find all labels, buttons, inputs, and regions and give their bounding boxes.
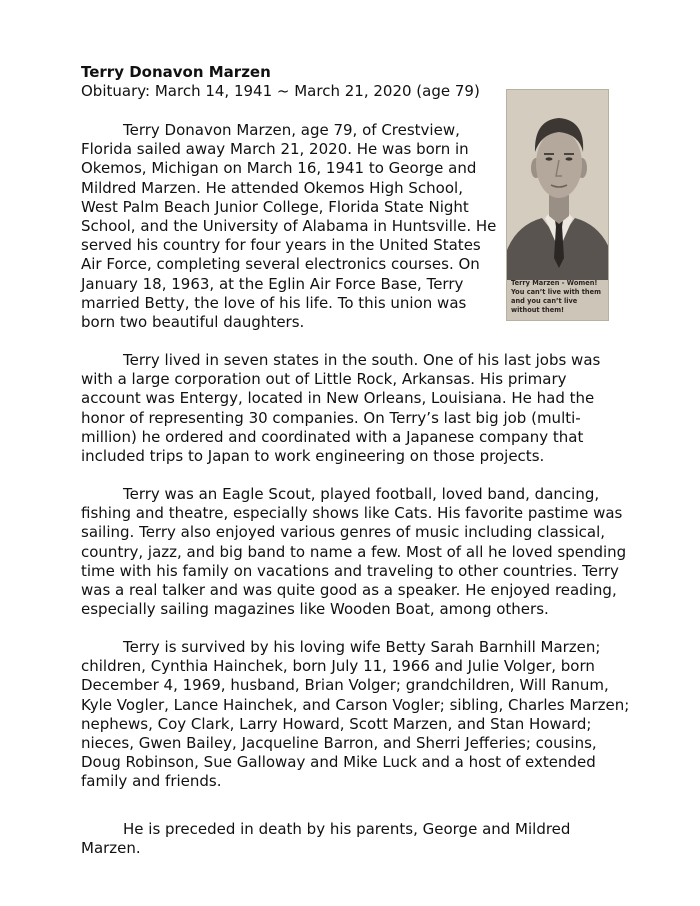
photo-caption: Terry Marzen - Women! You can’t live with them and you can’t live without them! xyxy=(511,279,601,314)
paragraph-survivors: Terry is survived by his loving wife Betty Sarah Barnhill Marzen; children, Cynthia Hainchek, born July 11, 1966 and Julie Volger, born December 4, 1969, husband, Brian Volger; grandchildren, Will Ranum, Kyle Vogler, Lance Hainchek, and Carson Vogler; sibling, Charles Marzen; nephews, Coy Clark, Larry Howard, Scott Marzen, and Stan Howard; nieces, Gwen Bailey, Jacqueline Barron, and Sherri Jefferies; cousins, Doug Robinson, Sue Galloway and Mike Luck and a host of extended family and friends. xyxy=(81,638,630,791)
paragraph-preceded: He is preceded in death by his parents, George and Mildred Marzen. xyxy=(81,820,571,858)
portrait-image xyxy=(507,90,609,280)
obituary-name: Terry Donavon Marzen xyxy=(81,63,271,81)
obituary-dates: Obituary: March 14, 1941 ~ March 21, 2020 (age 79) xyxy=(81,82,480,100)
paragraph-career: Terry lived in seven states in the south. One of his last jobs was with a large corporation out of Little Rock, Arkansas. His primary account was Entergy, located in New Orleans, Louisiana. He had the honor of representing 30 companies. On Terry’s last big job (multi-million) he ordered and coordinated with a Japanese company that included trips to Japan to work engineering on those projects. xyxy=(81,351,601,466)
yearbook-photo xyxy=(506,89,609,321)
paragraph-interests: Terry was an Eagle Scout, played football, loved band, dancing, fishing and theatre, especially shows like Cats. His favorite pastime was sailing. Terry also enjoyed various genres of music including classical, country, jazz, and big band to name a few. Most of all he loved spending time with his family on vacations and traveling to other countries. Terry was a real talker and was quite good as a speaker. He enjoyed reading, especially sailing magazines like Wooden Boat, among others. xyxy=(81,485,627,619)
paragraph-biography: Terry Donavon Marzen, age 79, of Crestview, Florida sailed away March 21, 2020. He was born in Okemos, Michigan on March 16, 1941 to George and Mildred Marzen. He attended Okemos High School, West Palm Beach Junior College, Florida State Night School, and the University of Alabama in Huntsville. He served his country for four years in the United States Air Force, completing several electronics courses. On January 18, 1963, at the Eglin Air Force Base, Terry married Betty, the love of his life. To this union was born two beautiful daughters. xyxy=(81,121,497,332)
